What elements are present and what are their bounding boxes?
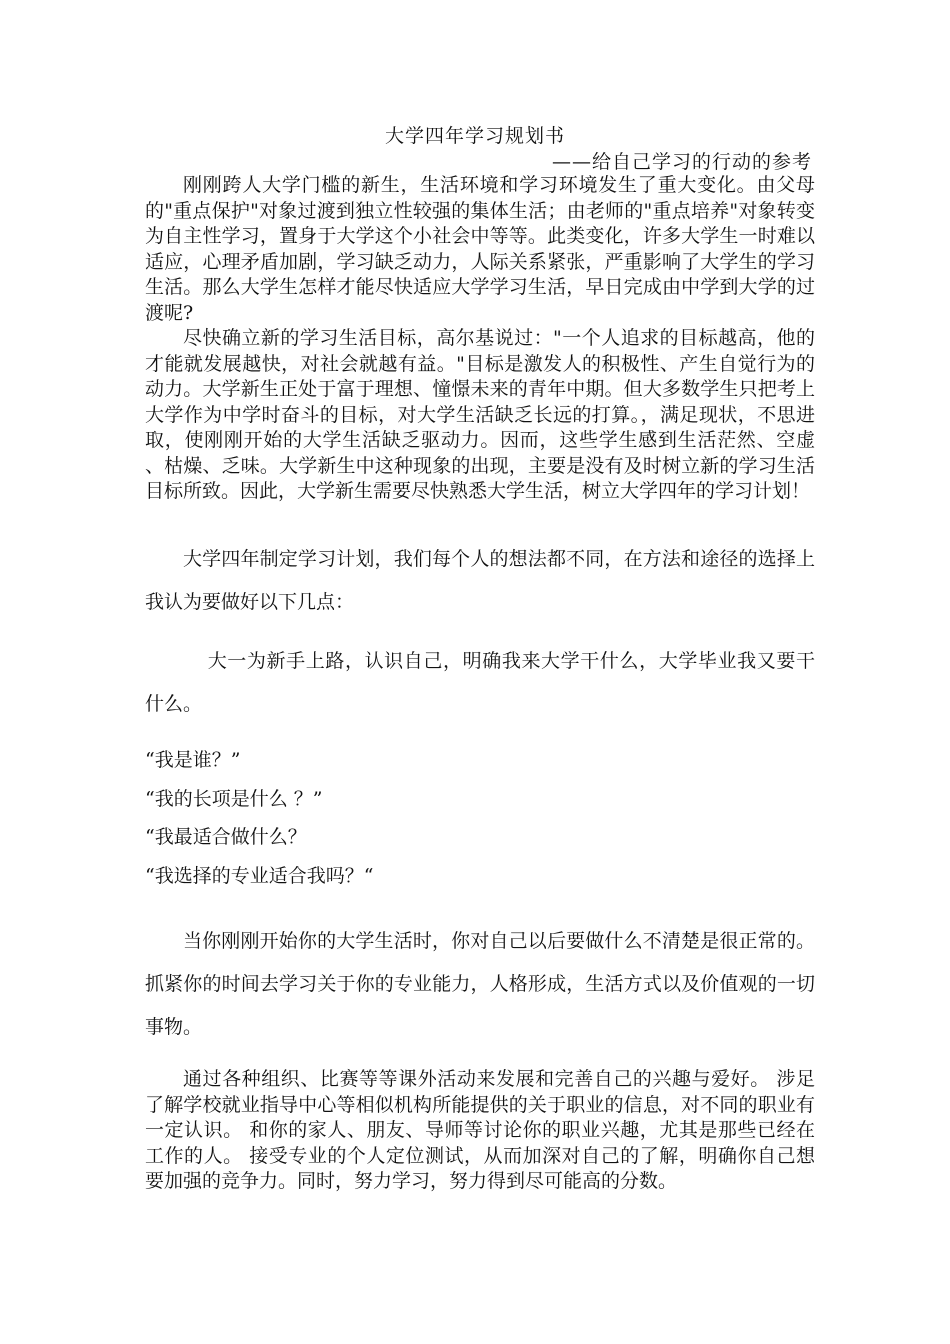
year-one-paragraph: 大一为新手上路，认识自己，明确我来大学干什么，大学毕业我又要干什么。 (145, 650, 815, 715)
question-item: “我选择的专业适合我吗？“ (145, 864, 374, 887)
question-item: “我是谁？” (145, 749, 241, 771)
activities-section (145, 1067, 815, 1195)
document-title: 大学四年学习规划书 (384, 125, 565, 147)
document-subtitle: ——给自己学习的行动的参考 (551, 151, 812, 173)
question-item: “我的长项是什么 ？” (145, 787, 323, 810)
intro-section (145, 173, 815, 505)
start-paragraph: 当你刚刚开始你的大学生活时，你对自己以后要做什么不清楚是很正常的。 抓紧你的时间去学习关于你的专业能力，人格形成，生活方式以及价值观的一切事物。 (145, 930, 815, 1038)
intro-paragraph-2: 尽快确立新的学习生活目标，高尔基说过："一个人追求的目标越高，他的才能就发展越快，对社会就越有益。"目标是激发人的积极性、产生自觉行为的动力。大学新生正处于富于理想、憧憬未来的青年中期。但大多数学生只把考上大学作为中学时奋斗的目标，对大学生活缺乏长远的打算。，满足现状，不思进取，使刚刚开始的大学生活缺乏驱动力。因而，这些学生感到生活茫然、空虚 、枯燥、乏味。大学新生中这种现象的出现，主要是没有及时树立新的学习生活目标所致。因此，大学新生需要尽快熟悉大学生活，树立大学四年的学习计划！ (145, 327, 815, 502)
plan-intro-paragraph: 大学四年制定学习计划，我们每个人的想法都不同，在方法和途径的选择上我认为要做好以下几点： (145, 548, 815, 613)
question-item: “我最适合做什么？ (145, 826, 307, 848)
question-list (145, 741, 373, 895)
activities-paragraph: 通过各种组织、比赛等等课外活动来发展和完善自己的兴趣与爱好。 涉足了解学校就业指导中心等相似机构所能提供的关于职业的信息，对不同的职业有一定认识。 和你的家人、朋友、导师等讨论你的职业兴趣，尤其是那些已经在工作的人。 接受专业的个人定位测试，从而加深对自己的了解，明确你自己想要加强的竞争力。同时，努力学习，努力得到尽可能高的分数。 (145, 1068, 815, 1192)
plan-intro-section (145, 538, 815, 624)
start-section (145, 920, 815, 1049)
year-one-section (145, 640, 815, 726)
intro-paragraph-1: 刚刚跨人大学门槛的新生，生活环境和学习环境发生了重大变化。由父母的"重点保护"对象过渡到独立性较强的集体生活；由老师的"重点培养"对象转变为自主性学习，置身于大学这个小社会中等等。此类变化，许多大学生一时难以适应，心理矛盾加剧，学习缺乏动力，人际关系紧张，严重影响了大学生的学习生活。那么大学生怎样才能尽快适应大学学习生活，早日完成由中学到大学的过渡呢? (145, 174, 815, 324)
